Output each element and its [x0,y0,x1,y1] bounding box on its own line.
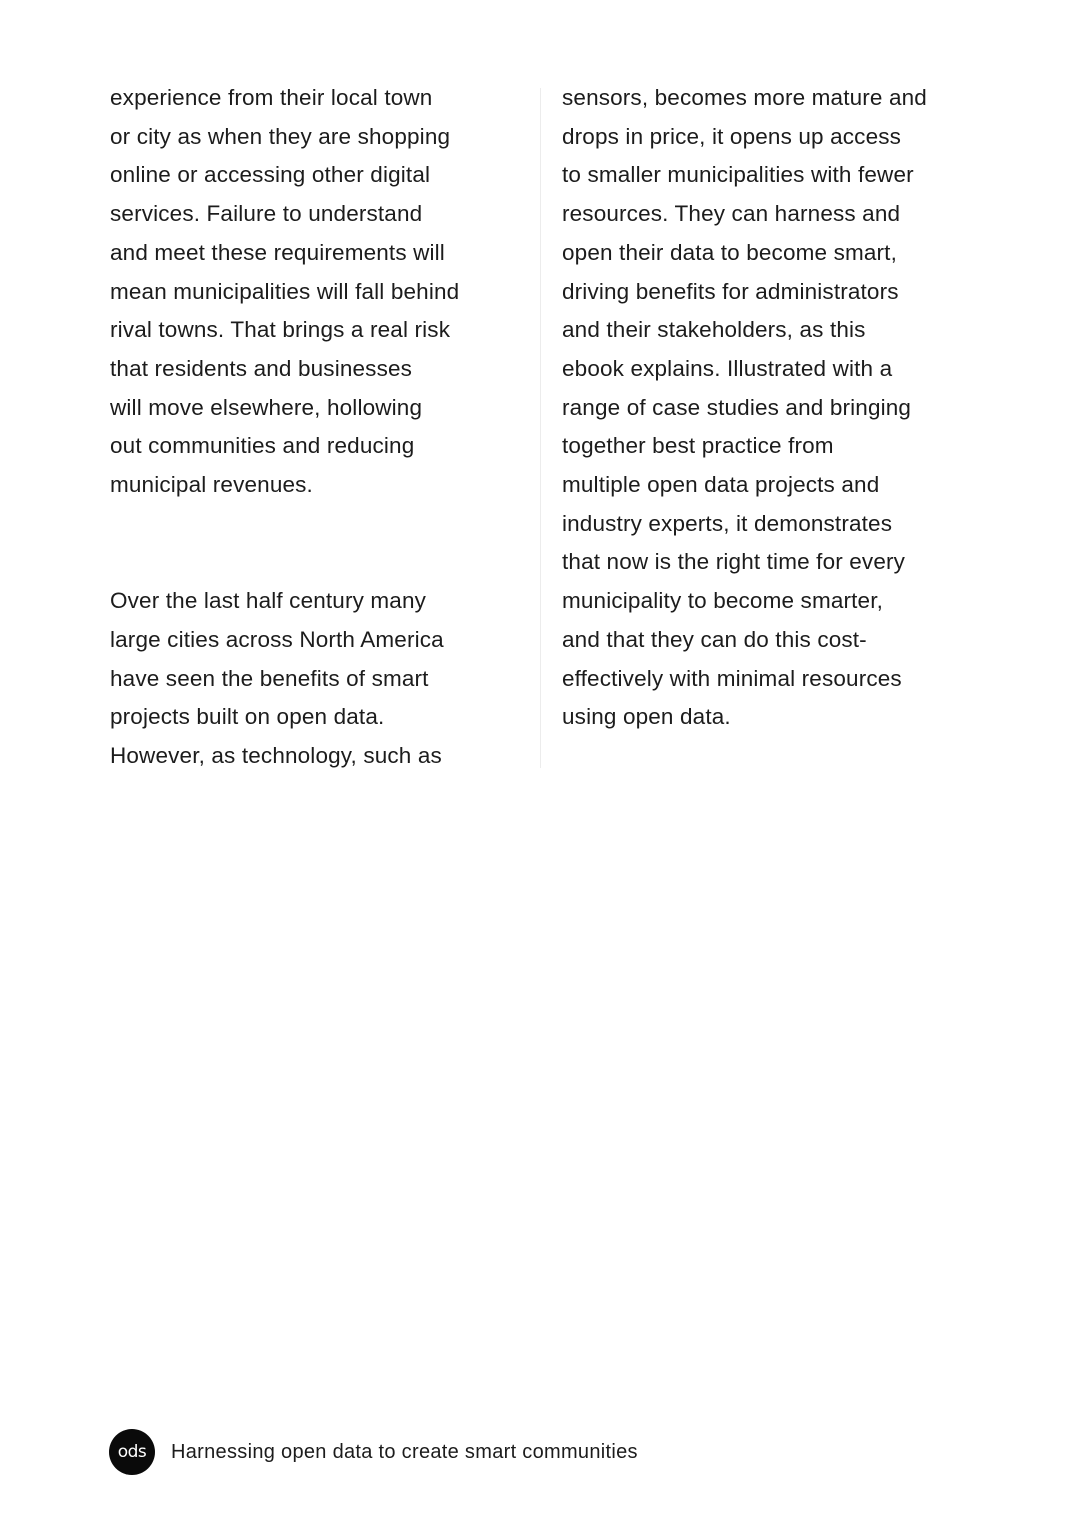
text-line: using open data. [562,704,731,730]
text-line: that now is the right time for every [562,549,906,575]
text-line: multiple open data projects and [562,472,880,498]
text-line: industry experts, it demonstrates [562,510,893,536]
paragraph-gap [110,505,522,582]
text-line: projects built on open data. [110,704,385,730]
text-line: or city as when they are shopping [110,123,451,149]
text-line: drops in price, it opens up access [562,123,902,149]
left-paragraph-1 [110,79,522,505]
footer-title: Harnessing open data to create smart communities [171,1440,638,1463]
text-line: online or accessing other digital [110,162,431,188]
text-line: to smaller municipalities with fewer [562,162,914,188]
text-line: open their data to become smart, [562,239,897,265]
right-column [562,79,992,737]
text-line: have seen the benefits of smart [110,665,429,691]
text-line: rival towns. That brings a real risk [110,317,451,343]
text-line: effectively with minimal resources [562,665,902,691]
text-line: together best practice from [562,433,834,459]
left-paragraph-2 [110,582,522,776]
text-line: sensors, becomes more mature and [562,85,927,110]
text-line: and meet these requirements will [110,239,445,265]
ods-logo [109,1429,155,1475]
text-line: and that they can do this cost- [562,626,867,652]
text-line: range of case studies and bringing [562,394,912,420]
text-line: large cities across North America [110,626,444,652]
logo-text: ods [117,1442,147,1462]
text-line: mean municipalities will fall behind [110,278,460,304]
right-paragraph-1 [562,79,992,737]
text-line: ebook explains. Illustrated with a [562,355,893,381]
text-line: driving benefits for administrators [562,278,899,304]
page-footer [109,1429,638,1475]
text-line: will move elsewhere, hollowing [110,394,423,420]
text-line: Over the last half century many [110,588,427,614]
text-line: experience from their local town [110,85,433,110]
left-column [110,79,522,776]
text-line: resources. They can harness and [562,201,901,227]
text-line: and their stakeholders, as this [562,317,866,343]
text-line: municipality to become smarter, [562,588,884,614]
text-line: out communities and reducing [110,433,415,459]
text-line: municipal revenues. [110,472,313,498]
text-line: However, as technology, such as [110,742,442,768]
column-divider [540,88,541,768]
text-line: that residents and businesses [110,355,413,381]
text-line: services. Failure to understand [110,201,423,227]
